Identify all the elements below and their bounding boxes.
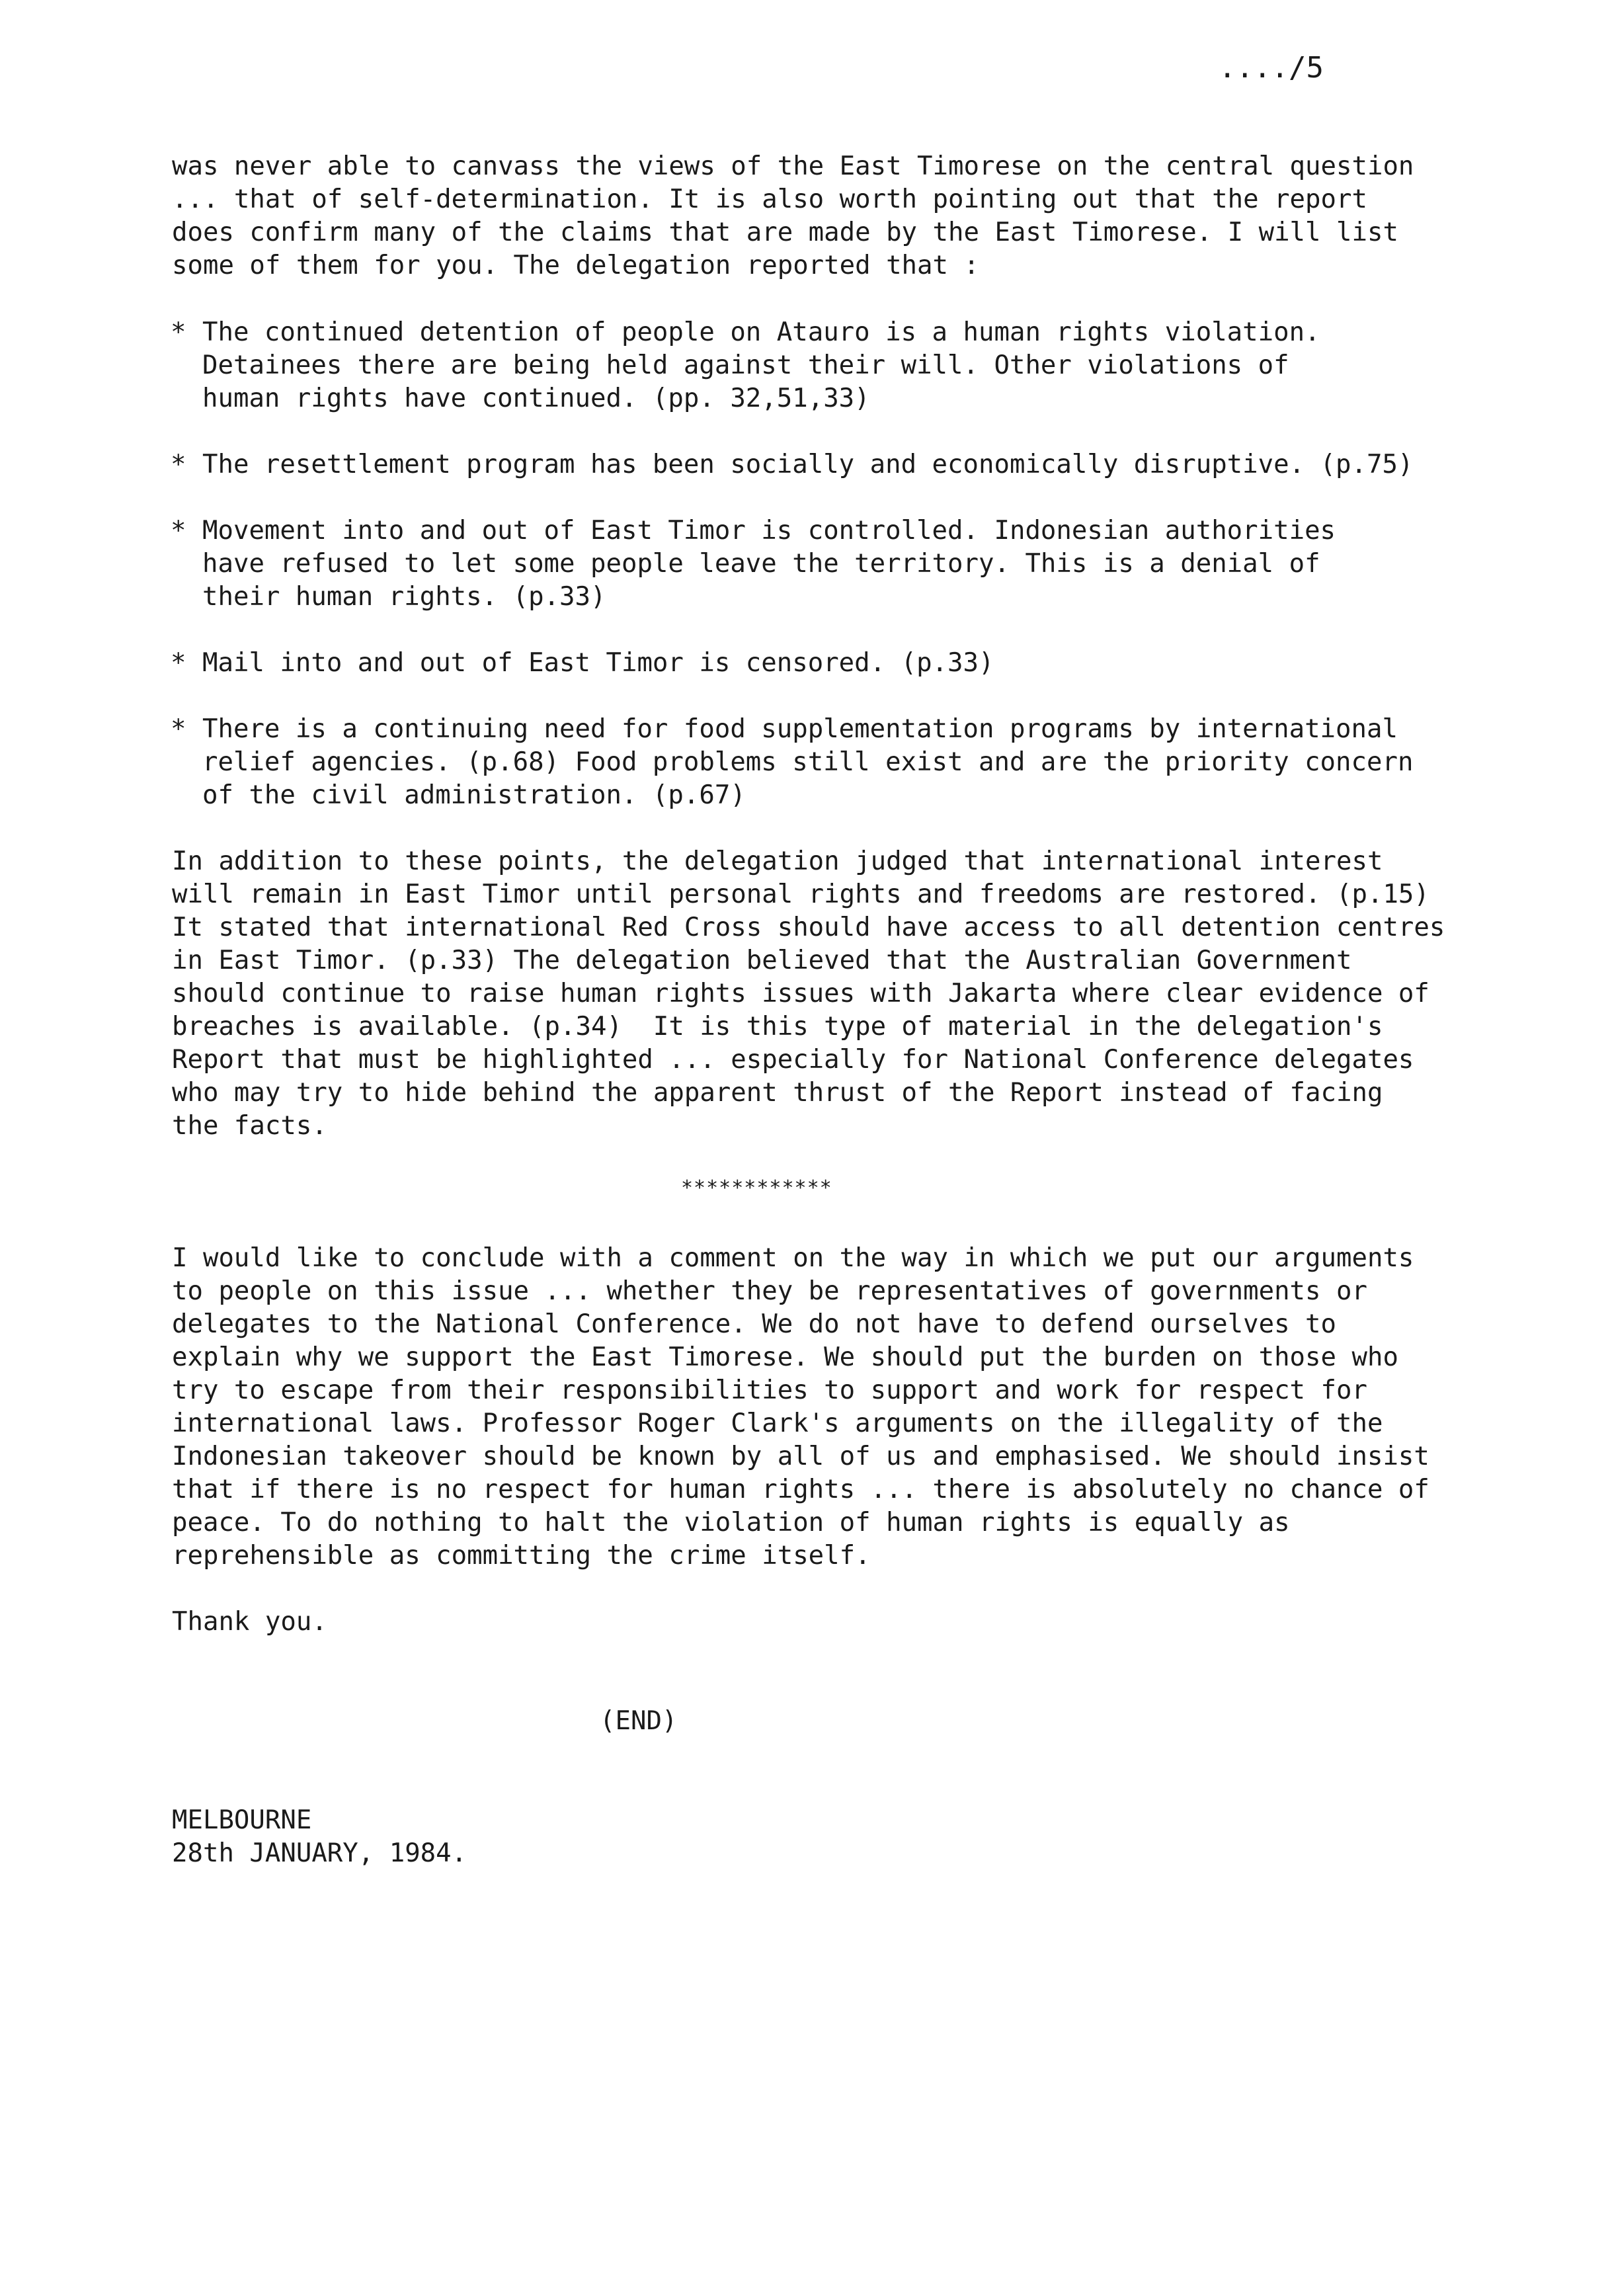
addition-line: in East Timor. (p.33) The delegation believed that the Australian Government xyxy=(172,946,1352,975)
section-separator: ************ xyxy=(681,1176,832,1200)
intro-line: was never able to canvass the views of the East Timorese on the central question xyxy=(172,151,1414,181)
closing-thanks: Thank you. xyxy=(172,1607,327,1637)
addition-line: who may try to hide behind the apparent thrust of the Report instead of facing xyxy=(172,1078,1383,1108)
intro-line: ... that of self-determination. It is also worth pointing out that the report xyxy=(172,184,1367,214)
addition-line: breaches is available. (p.34) It is this type of material in the delegation's xyxy=(172,1012,1383,1042)
addition-line: In addition to these points, the delegation judged that international interest xyxy=(172,846,1383,876)
bullet-line: The resettlement program has been socially and economically disruptive. (p.75) xyxy=(202,450,1414,479)
conclusion-line: peace. To do nothing to halt the violation of human rights is equally as xyxy=(172,1508,1290,1538)
bullet-marker: * xyxy=(171,648,186,678)
addition-line: Report that must be highlighted ... especially for National Conference delegates xyxy=(172,1045,1414,1075)
bullet-line: have refused to let some people leave the territory. This is a denial of xyxy=(202,549,1320,579)
bullet-marker: * xyxy=(171,317,186,347)
conclusion-line: that if there is no respect for human rights ... there is absolutely no chance of xyxy=(172,1475,1429,1504)
bullet-line: Detainees there are being held against their will. Other violations of xyxy=(202,350,1289,380)
bullet-line: of the civil administration. (p.67) xyxy=(202,780,746,810)
bullet-line: Movement into and out of East Timor is controlled. Indonesian authorities xyxy=(202,516,1336,546)
conclusion-line: Indonesian takeover should be known by all of us and emphasised. We should insist xyxy=(172,1442,1429,1471)
conclusion-line: international laws. Professor Roger Clark's arguments on the illegality of the xyxy=(172,1409,1383,1438)
bullet-marker: * xyxy=(171,714,186,744)
addition-line: should continue to raise human rights issues with Jakarta where clear evidence of xyxy=(172,979,1429,1008)
conclusion-line: I would like to conclude with a comment on the way in which we put our arguments xyxy=(172,1243,1414,1273)
date-line: 28th JANUARY, 1984. xyxy=(172,1838,467,1868)
bullet-line: Mail into and out of East Timor is censored. (p.33) xyxy=(202,648,994,678)
end-marker: (END) xyxy=(600,1706,678,1736)
addition-line: the facts. xyxy=(172,1111,327,1141)
page-reference: ..../5 xyxy=(1219,51,1324,85)
place-line: MELBOURNE xyxy=(172,1805,312,1835)
conclusion-line: to people on this issue ... whether they be representatives of governments or xyxy=(172,1276,1367,1306)
intro-line: does confirm many of the claims that are made by the East Timorese. I will list xyxy=(172,218,1398,247)
bullet-line: There is a continuing need for food supplementation programs by international xyxy=(202,714,1398,744)
conclusion-line: explain why we support the East Timorese. We should put the burden on those who xyxy=(172,1342,1398,1372)
addition-line: will remain in East Timor until personal rights and freedoms are restored. (p.15) xyxy=(172,880,1429,909)
bullet-line: their human rights. (p.33) xyxy=(202,582,606,612)
conclusion-line: reprehensible as committing the crime itself. xyxy=(172,1541,871,1571)
bullet-marker: * xyxy=(171,450,186,479)
bullet-line: human rights have continued. (pp. 32,51,33) xyxy=(202,384,870,413)
bullet-marker: * xyxy=(171,516,186,546)
conclusion-line: try to escape from their responsibilities to support and work for respect for xyxy=(172,1375,1367,1405)
conclusion-line: delegates to the National Conference. We do not have to defend ourselves to xyxy=(172,1309,1336,1339)
intro-line: some of them for you. The delegation reported that : xyxy=(172,251,979,280)
bullet-line: relief agencies. (p.68) Food problems still exist and are the priority concern xyxy=(202,747,1414,777)
bullet-line: The continued detention of people on Atauro is a human rights violation. xyxy=(202,317,1320,347)
addition-line: It stated that international Red Cross should have access to all detention centres xyxy=(172,913,1445,942)
